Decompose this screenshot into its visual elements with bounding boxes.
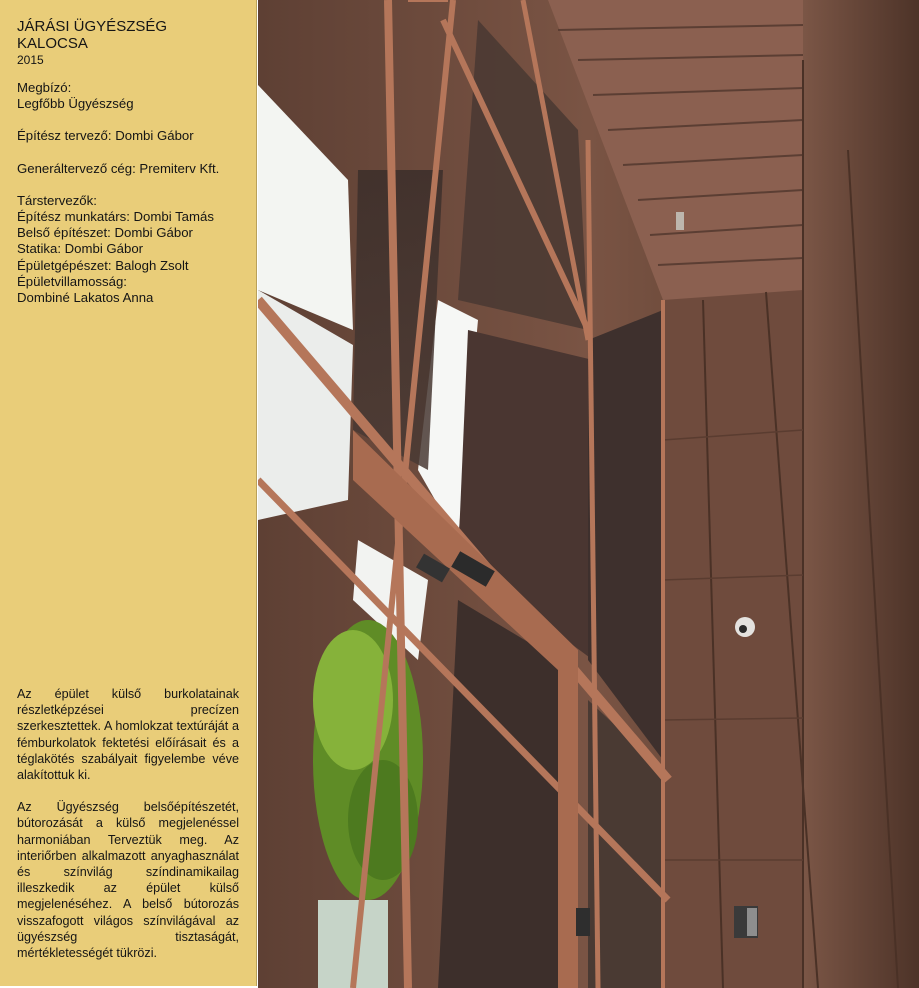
co-designer-line: Dombiné Lakatos Anna	[17, 290, 154, 306]
co-designer-line: Épületvillamosság:	[17, 273, 127, 289]
project-header	[17, 18, 247, 67]
co-designer-line: Statika: Dombi Gábor	[17, 241, 144, 257]
co-designers-label: Társtervezők:	[17, 192, 97, 208]
description-block	[17, 686, 239, 961]
general-contractor-credit: Generáltervező cég: Premiterv Kft.	[17, 160, 220, 176]
description-paragraph-2: Az Ügyészség belsőépítészetét, bútorozását a külső megjelenéssel harmoniában Terveztük meg. Az interiőrben alkalmazott anyaghasználat és színvilág színdinamikailag illeszkedik az épület külső megjelenéséhez. A belső bútorozás visszafogott világos színvilágával az ügyészség tisztaságát, mértékletességét tükrözi.	[17, 800, 239, 961]
credits-block	[17, 80, 249, 306]
project-location: KALOCSA	[17, 35, 88, 52]
co-designer-line: Épületgépészet: Balogh Zsolt	[17, 257, 189, 273]
right-wall	[803, 0, 919, 988]
door-handle-panel	[576, 908, 590, 936]
description-paragraph-1: Az épület külső burkolatainak részletképzései precízen szerkesztettek. A homlokzat textúráját a fémburkolatok fektetési előírásait és a téglakötés szabályait figyelembe véve alakítottuk ki.	[17, 687, 239, 783]
client-name: Legfőbb Ügyészség	[17, 96, 134, 112]
building-photo	[258, 0, 919, 988]
project-year: 2015	[17, 53, 44, 67]
project-title: JÁRÁSI ÜGYÉSZSÉG	[17, 18, 168, 35]
co-designer-line: Építész munkatárs: Dombi Tamás	[17, 209, 214, 225]
architect-credit: Építész tervező: Dombi Gábor	[17, 128, 194, 144]
ceiling-light	[676, 212, 684, 230]
info-panel	[0, 0, 257, 986]
client-label: Megbízó:	[17, 80, 72, 95]
co-designer-line: Belső építészet: Dombi Gábor	[17, 225, 193, 241]
